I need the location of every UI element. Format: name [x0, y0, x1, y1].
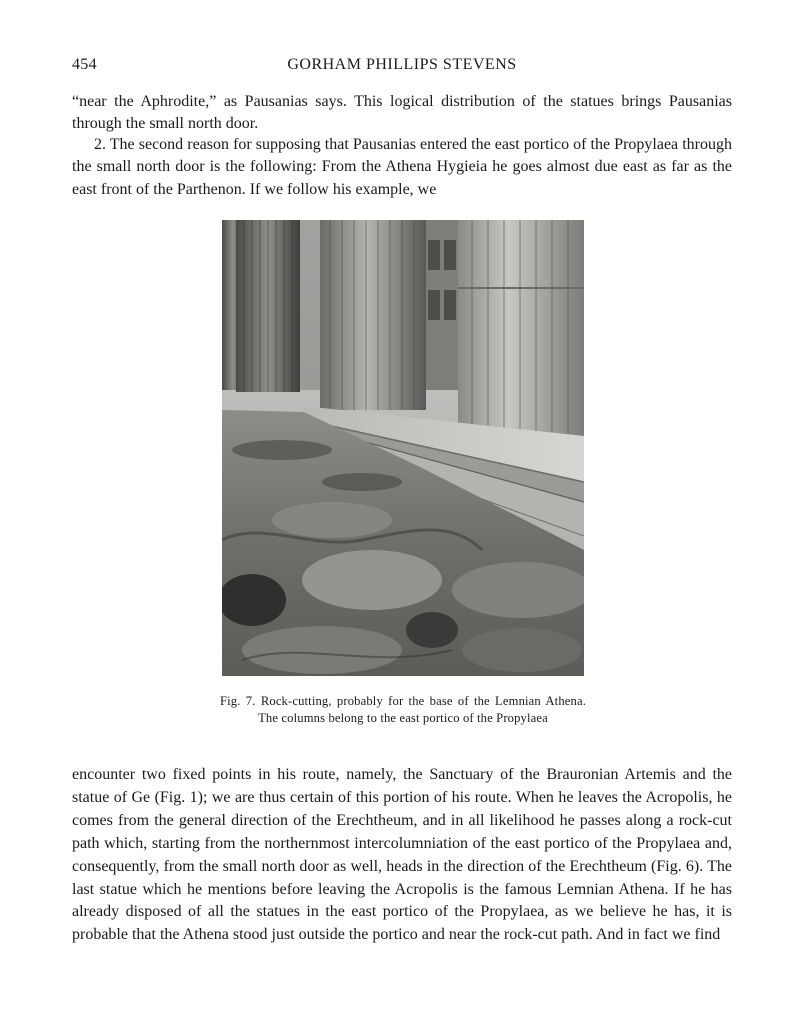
rock-cutting-photograph [222, 220, 584, 676]
figure-caption: Fig. 7. Rock-cutting, probably for the base of the Lemnian Athena. The columns belong to the east portico of the Propylaea [220, 694, 586, 726]
paragraph-1: “near the Aphrodite,” as Pausanias says. This logical distribution of the statues brings Pausanias through the small north door. [72, 93, 732, 133]
running-head [72, 56, 732, 78]
page-number: 454 [72, 56, 97, 73]
left-columns [222, 220, 300, 392]
running-head-title: GORHAM PHILLIPS STEVENS [287, 56, 517, 73]
paragraph-3: encounter two fixed points in his route, namely, the Sanctuary of the Brauronian Artemis and the statue of Ge (Fig. 1); we are thus certain of this portion of his route. When he leaves the Acropolis, he comes from the general direction of the Erechtheum, and in all likelihood he passes along a rock-cut path which, starting from the northernmost intercolumniation of the east portico of the Propylaea and, consequently, from the small north door as well, heads in the direction of the Erechtheum (Fig. 6). The last statue which he mentions before leaving the Acropolis is the famous Lemnian Athena. If he has already disposed of all the statues in the east portico of the Propylaea, as we believe he has, it is probable that the Athena stood just outside the portico and near the rock-cut path. And in fact we find [72, 766, 732, 944]
background-building [422, 220, 462, 390]
right-column [458, 220, 584, 440]
paragraph-2: 2. The second reason for supposing that Pausanias entered the east portico of the Propylaea through the small north door is the following: From the Athena Hygieia he goes almost due east as far as the east front of the Parthenon. If we follow his example, we [72, 136, 732, 198]
figure-photograph [222, 220, 584, 676]
middle-column [320, 220, 426, 410]
